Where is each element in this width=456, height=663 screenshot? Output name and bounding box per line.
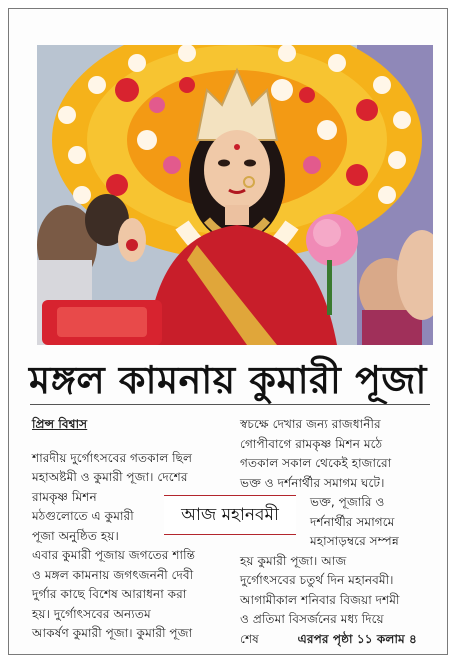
- headline: মঙ্গল কামনায় কুমারী পূজা: [29, 358, 427, 402]
- body-line: ও প্রতিমা বিসর্জনের মধ্য দিয়ে: [240, 612, 384, 626]
- body-line: স্বচক্ষে দেখার জন্য রাজধানীর: [240, 417, 381, 431]
- body-line: ভক্ত, পূজারি ও: [310, 495, 385, 509]
- kumari-puja-photo: [37, 45, 433, 345]
- body-line: হয় কুমারী পূজা। আজ: [240, 553, 347, 568]
- body-line: মহাসাড়ম্বরে সম্পন্ন: [310, 534, 399, 548]
- body-line: মঠগুলোতে এ কুমারী: [32, 509, 134, 523]
- body-line: হয়। দুর্গোৎসবের অন্যতম: [32, 606, 151, 621]
- body-line: মহাঅষ্টমী ও কুমারী পূজা। দেশের: [32, 470, 188, 484]
- continuation-link[interactable]: এরপর পৃষ্ঠা ১১ কলাম ৪: [297, 631, 417, 646]
- headline-rule: [30, 404, 430, 405]
- body-line: পূজা অনুষ্ঠিত হয়।: [32, 528, 119, 543]
- body-line: দর্শনার্থীর সমাগমে: [310, 514, 395, 529]
- body-line: দুর্গার কাছে বিশেষ আরাধনা করা: [32, 587, 187, 601]
- body-line: এবার কুমারী পূজায় জগতের শান্তি: [32, 548, 195, 562]
- body-line: রামকৃষ্ণ মিশন: [32, 489, 97, 504]
- body-line: শেষ: [240, 631, 259, 646]
- body-line: দুর্গোৎসবের চতুর্থ দিন মহানবমী।: [240, 573, 394, 587]
- byline: প্রিন্স বিশ্বাস: [32, 417, 88, 431]
- pullout-box: আজ মহানবমী: [164, 495, 296, 535]
- body-line: গতকাল সকাল থেকেই হাজারো: [240, 456, 392, 470]
- body-line: আগামীকাল শনিবার বিজয়া দশমী: [240, 592, 400, 607]
- body-line: আকর্ষণ কুমারী পূজা। কুমারী পূজা: [32, 626, 193, 640]
- body-line: ভক্ত ও দর্শনার্থীর সমাগম ঘটে।: [240, 475, 385, 490]
- body-line: গোপীবাগে রামকৃষ্ণ মিশন মঠে: [240, 436, 383, 451]
- body-line: ও মঙ্গল কামনায় জগৎজননী দেবী: [32, 567, 194, 582]
- body-line: শারদীয় দুর্গোৎসবের গতকাল ছিল: [32, 450, 193, 465]
- body-line-last: [240, 630, 434, 650]
